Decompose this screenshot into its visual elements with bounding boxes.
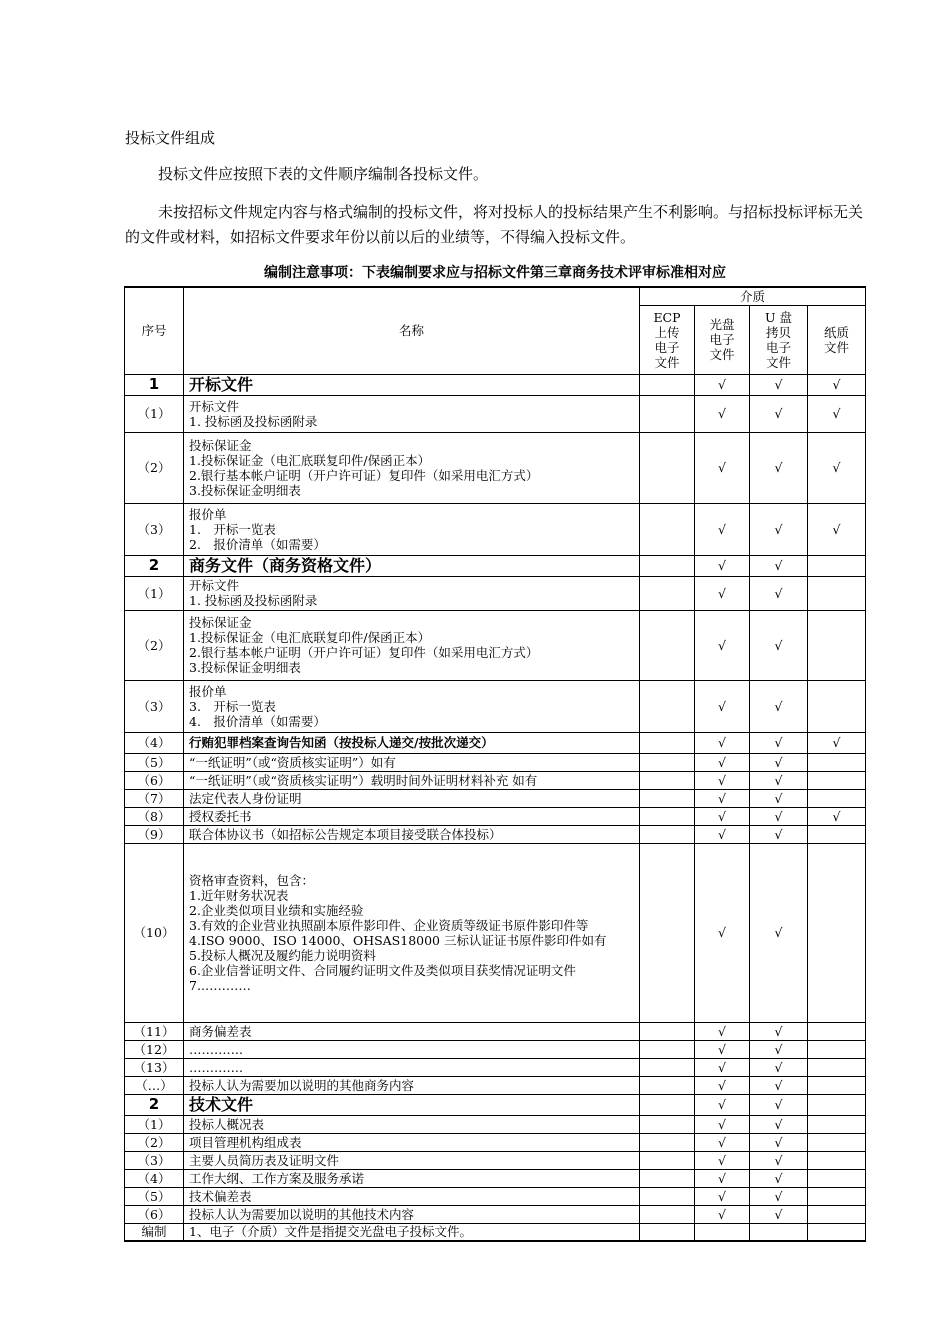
row-name-line: 联合体协议书（如招标公告规定本项目接受联合体投标） [189,826,502,842]
paper-mark [808,1151,866,1169]
row-seq: （2） [125,610,184,680]
row-name-line: 技术偏差表 [189,1188,252,1204]
row-name [184,680,640,732]
paper-mark [808,680,866,732]
row-name-line: 4.ISO 9000、ISO 14000、OHSAS18000 三标认证证书原件影印件如有 [189,932,607,948]
usb-mark: √ [750,432,808,503]
row-name-line: 2.企业类似项目业绩和实施经验 [189,902,364,918]
cd-mark: √ [695,1115,750,1133]
paper-mark [808,1094,866,1115]
row-name-line: 开标文件 [189,398,240,414]
cd-mark: √ [695,432,750,503]
table-row [125,576,866,610]
cd-mark: √ [695,1151,750,1169]
row-seq: （1） [125,395,184,432]
usb-mark: √ [750,1040,808,1058]
table-row [125,753,866,771]
row-seq: （1） [125,576,184,610]
ecp-mark [640,1169,695,1187]
row-name-line: 3.投标保证金明细表 [189,660,301,675]
row-name [184,1169,640,1187]
paragraph-2: 未按招标文件规定内容与格式编制的投标文件，将对投标人的投标结果产生不利影响。与招标投标评标无关的文件或材料，如招标文件要求年份以前以后的业绩等，不得编入投标文件。 [125,203,864,246]
row-name [184,789,640,807]
row-name [184,825,640,843]
cd-mark: √ [695,732,750,753]
paper-mark [808,1115,866,1133]
table-row [125,825,866,843]
row-name [184,753,640,771]
row-name-line: 商务偏差表 [189,1023,252,1039]
paper-mark [808,1076,866,1094]
paper-mark: √ [808,432,866,503]
paper-mark [808,1169,866,1187]
row-seq: （4） [125,732,184,753]
cd-mark: √ [695,503,750,555]
row-name-line: 1. 开标一览表 [189,521,276,537]
row-name-line: 报价单 [189,683,227,699]
cd-mark: √ [695,555,750,576]
section-heading: 投标文件组成 [125,129,216,147]
usb-mark: √ [750,395,808,432]
paper-mark [808,825,866,843]
table-row [125,503,866,555]
row-name [184,843,640,1022]
usb-mark: √ [750,825,808,843]
row-name-line: 报价单 [189,506,227,522]
ecp-mark [640,1151,695,1169]
ecp-mark [640,395,695,432]
table-row [125,1022,866,1040]
cd-mark: √ [695,1094,750,1115]
table-caption: 编制注意事项：下表编制要求应与招标文件第三章商务技术评审标准相对应 [264,265,726,281]
paper-mark [808,610,866,680]
header-seq: 序号 [125,287,184,374]
paper-mark [808,1133,866,1151]
row-name [184,576,640,610]
cd-mark: √ [695,753,750,771]
table-row [125,1169,866,1187]
cd-mark: √ [695,843,750,1022]
ecp-mark [640,503,695,555]
row-name-line: 资格审查资料，包含： [189,872,315,888]
ecp-mark [640,1133,695,1151]
cd-mark: √ [695,395,750,432]
ecp-mark [640,807,695,825]
header-usb [750,305,808,374]
ecp-mark [640,789,695,807]
row-name-line: 1. 投标函及投标函附录 [189,413,318,429]
ecp-mark [640,771,695,789]
header-cd-line: 光盘 [709,317,735,332]
row-seq: （6） [125,1205,184,1223]
table-row [125,1040,866,1058]
row-name [184,1133,640,1151]
row-name [184,1058,640,1076]
row-seq: （9） [125,825,184,843]
ecp-mark [640,374,695,395]
paper-mark [808,771,866,789]
usb-mark: √ [750,807,808,825]
table-row [125,610,866,680]
paper-mark [808,843,866,1022]
row-name-line: 7.………… [189,977,251,993]
row-seq: （12） [125,1040,184,1058]
usb-mark: √ [750,771,808,789]
row-name [184,1223,640,1241]
table-row [125,843,866,1022]
table-row [125,1187,866,1205]
cd-mark [695,1223,750,1241]
row-name [184,555,640,576]
row-seq: 2 [125,1094,184,1115]
row-seq: （3） [125,503,184,555]
row-name [184,1040,640,1058]
table-row [125,1115,866,1133]
row-seq: （3） [125,680,184,732]
usb-mark: √ [750,1076,808,1094]
row-name [184,1076,640,1094]
usb-mark: √ [750,843,808,1022]
cd-mark: √ [695,771,750,789]
row-name-line: 法定代表人身份证明 [189,790,302,806]
paper-mark [808,555,866,576]
row-name-line: 主要人员简历表及证明文件 [189,1152,340,1168]
table-row [125,771,866,789]
table-row [125,395,866,432]
header-usb-line: 电子 [765,339,791,355]
ecp-mark [640,610,695,680]
row-name-line: 授权委托书 [189,808,252,824]
table-row [125,807,866,825]
ecp-mark [640,825,695,843]
header-paper [808,305,866,374]
section-row [125,1094,866,1115]
row-name-line: “一纸证明”（或“资质核实证明”）载明时间外证明材料补充 如有 [189,772,538,788]
usb-mark: √ [750,374,808,395]
cd-mark: √ [695,1133,750,1151]
row-name-line: 1. 投标函及投标函附录 [189,593,318,608]
table-row [125,680,866,732]
table-row [125,1205,866,1223]
row-name-line: 投标保证金 [189,437,252,453]
ecp-mark [640,1223,695,1241]
usb-mark: √ [750,1115,808,1133]
usb-mark: √ [750,503,808,555]
row-name [184,1205,640,1223]
row-name [184,610,640,680]
row-seq: （5） [125,753,184,771]
header-medium: 介质 [640,287,866,305]
table-body [125,374,866,1241]
ecp-mark [640,1187,695,1205]
row-name [184,395,640,432]
header-usb-line: 文件 [765,354,791,370]
row-name [184,1094,640,1115]
paper-mark: √ [808,395,866,432]
row-name [184,503,640,555]
paper-mark: √ [808,374,866,395]
row-name-line: 行贿犯罪档案查询告知函（按投标人递交/按批次递交） [189,735,494,750]
table-row [125,1058,866,1076]
paper-mark [808,1058,866,1076]
row-seq: （1） [125,1115,184,1133]
ecp-mark [640,555,695,576]
header-paper-line: 纸质 [824,324,850,340]
usb-mark: √ [750,680,808,732]
header-ecp-line: 上传 [654,324,680,340]
ecp-mark [640,1094,695,1115]
paragraph-1: 投标文件应按照下表的文件顺序编制各投标文件。 [158,165,489,183]
table-row [125,432,866,503]
usb-mark: √ [750,753,808,771]
row-name [184,374,640,395]
row-name-line: 工作大纲、工作方案及服务承诺 [189,1170,365,1186]
cd-mark: √ [695,374,750,395]
paper-mark [808,1022,866,1040]
row-name-line: 1.投标保证金（电汇底联复印件/保函正本） [189,630,431,645]
usb-mark: √ [750,1022,808,1040]
row-name-line: “一纸证明”（或“资质核实证明”）如有 [189,754,396,770]
paper-mark: √ [808,732,866,753]
header-paper-line: 文件 [824,339,850,355]
usb-mark: √ [750,555,808,576]
row-name [184,1022,640,1040]
row-name [184,432,640,503]
table-row [125,732,866,753]
row-name-line: 6.企业信誉证明文件、合同履约证明文件及类似项目获奖情况证明文件 [189,962,576,978]
section-row [125,374,866,395]
usb-mark: √ [750,1133,808,1151]
ecp-mark [640,432,695,503]
row-name-line: 投标人认为需要加以说明的其他商务内容 [189,1077,415,1093]
usb-mark: √ [750,1094,808,1115]
cd-mark: √ [695,576,750,610]
row-name-line: 投标保证金 [189,615,252,630]
row-seq: （4） [125,1169,184,1187]
row-seq: （11） [125,1022,184,1040]
row-seq: （13） [125,1058,184,1076]
row-name-line: 3.投标保证金明细表 [189,482,301,498]
cd-mark: √ [695,680,750,732]
row-name-line: 项目管理机构组成表 [189,1134,302,1150]
cd-mark: √ [695,825,750,843]
usb-mark: √ [750,1205,808,1223]
ecp-mark [640,680,695,732]
row-name-line: 3.有效的企业营业执照副本原件影印件、企业资质等级证书原件影印件等 [189,917,589,933]
cd-mark: √ [695,1022,750,1040]
row-seq: （2） [125,432,184,503]
ecp-mark [640,1115,695,1133]
paper-mark [808,1040,866,1058]
usb-mark: √ [750,789,808,807]
row-name-line: 开标文件 [189,578,240,593]
usb-mark [750,1223,808,1241]
ecp-mark [640,576,695,610]
paper-mark [808,753,866,771]
table-row [125,1151,866,1169]
row-name [184,732,640,753]
row-seq: （7） [125,789,184,807]
cd-mark: √ [695,807,750,825]
usb-mark: √ [750,1151,808,1169]
row-name-line: 开标文件 [189,375,254,394]
table-row [125,1076,866,1094]
cd-mark: √ [695,610,750,680]
header-usb-line: U 盘 [764,309,792,325]
row-name-line: 1、电子（介质）文件是指提交光盘电子投标文件。 [189,1224,472,1240]
row-name [184,771,640,789]
cd-mark: √ [695,1076,750,1094]
row-name-line: 5.投标人概况及履约能力说明资料 [189,947,376,963]
header-ecp-line: ECP [653,309,681,325]
paper-mark [808,1223,866,1241]
row-name [184,807,640,825]
header-name: 名称 [184,287,640,374]
row-name-line: 1.近年财务状况表 [189,887,289,903]
row-name-line: 4. 报价清单（如需要） [189,713,326,729]
paper-mark [808,789,866,807]
table-row [125,1133,866,1151]
paper-mark: √ [808,503,866,555]
ecp-mark [640,732,695,753]
row-seq: （10） [125,843,184,1022]
row-seq: （2） [125,1133,184,1151]
cd-mark: √ [695,1169,750,1187]
ecp-mark [640,753,695,771]
row-name-line: 投标人认为需要加以说明的其他技术内容 [189,1206,415,1222]
row-name-line: 商务文件（商务资格文件） [189,556,382,575]
row-name-line: …………. [189,1059,243,1075]
ecp-mark [640,1205,695,1223]
row-name-line: 3. 开标一览表 [189,698,276,714]
row-seq: 2 [125,555,184,576]
row-seq: （8） [125,807,184,825]
usb-mark: √ [750,576,808,610]
header-cd-line: 文件 [709,347,735,362]
table-row [125,789,866,807]
document-composition-table [124,286,866,1242]
header-ecp-line: 文件 [654,354,680,370]
row-name-line: …………. [189,1041,243,1057]
section-row [125,555,866,576]
usb-mark: √ [750,1187,808,1205]
usb-mark: √ [750,1058,808,1076]
paper-mark [808,1205,866,1223]
row-name-line: 2.银行基本帐户证明（开户许可证）复印件（如采用电汇方式） [189,467,539,483]
paper-mark: √ [808,807,866,825]
header-ecp [640,305,695,374]
paper-mark [808,576,866,610]
paper-mark [808,1187,866,1205]
row-name-line: 1.投标保证金（电汇底联复印件/保函正本） [189,452,431,468]
usb-mark: √ [750,610,808,680]
usb-mark: √ [750,732,808,753]
header-cd [695,305,750,374]
row-seq: 编制 [125,1223,184,1241]
ecp-mark [640,1058,695,1076]
cd-mark: √ [695,1040,750,1058]
header-ecp-line: 电子 [654,339,680,355]
row-seq: （6） [125,771,184,789]
cd-mark: √ [695,1058,750,1076]
ecp-mark [640,843,695,1022]
ecp-mark [640,1076,695,1094]
row-name-line: 2. 报价清单（如需要） [189,536,326,552]
row-name [184,1115,640,1133]
row-name [184,1151,640,1169]
row-name-line: 投标人概况表 [189,1116,265,1132]
row-seq: （3） [125,1151,184,1169]
usb-mark: √ [750,1169,808,1187]
cd-mark: √ [695,789,750,807]
ecp-mark [640,1040,695,1058]
row-name-line: 技术文件 [189,1095,254,1114]
header-cd-line: 电子 [709,332,735,347]
row-seq: 1 [125,374,184,395]
ecp-mark [640,1022,695,1040]
row-seq: （…） [125,1076,184,1094]
row-name [184,1187,640,1205]
table-row [125,1223,866,1241]
cd-mark: √ [695,1205,750,1223]
cd-mark: √ [695,1187,750,1205]
header-usb-line: 拷贝 [765,324,791,340]
row-seq: （5） [125,1187,184,1205]
row-name-line: 2.银行基本帐户证明（开户许可证）复印件（如采用电汇方式） [189,645,539,660]
